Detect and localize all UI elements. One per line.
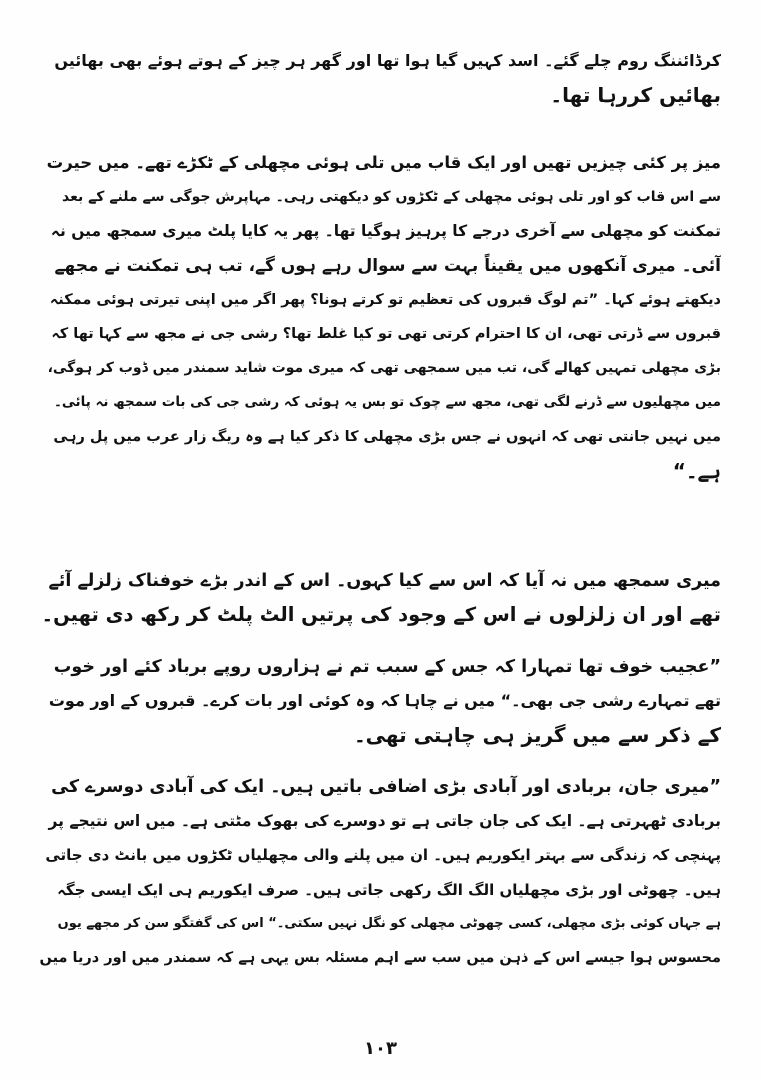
text-line: کے ذکر سے میں گریز ہی چاہتی تھی۔ [353, 723, 721, 748]
paragraph-2 [40, 146, 721, 488]
text-line: ”عجیب خوف تھا تمہارا کہ جس کے سبب تم نے ہزاروں روپے برباد کئے اور خوب [53, 657, 721, 677]
paragraph-1 [40, 44, 721, 112]
text-line: پہنچی کہ زندگی سے بہتر ایکوریم ہیں۔ ان میں پلنے والی مچھلیاں ٹکڑوں میں بانٹ دی جاتی [45, 846, 721, 865]
text-line: میری سمجھ میں نہ آیا کہ اس سے کیا کہوں۔ اس کے اندر بڑے خوفناک زلزلے آئے [48, 571, 721, 591]
text-line: تمکنت کو مچھلی سے آخری درجے کا پرہیز ہوگیا تھا۔ پھر یہ کایا پلٹ میری سمجھ میں نہ [50, 222, 721, 241]
text-line: قبروں سے ڈرتی تھی، ان کا احترام کرتی تھی تو کیا غلط تھا؟ رشی جی نے مجھ سے کہا تھا کہ [51, 326, 721, 343]
text-line: آئی۔ میری آنکھوں میں یقیناً بہت سے سوال رہے ہوں گے، تب ہی تمکنت نے مجھے [54, 255, 721, 276]
text-line: میز پر کئی چیزیں تھیں اور ایک قاب میں تلی ہوئی مچھلی کے ٹکڑے تھے۔ میں حیرت [46, 153, 721, 172]
text-line: تھے اور ان زلزلوں نے اس کے وجود کی پرتیں الٹ پلٹ کر رکھ دی تھیں۔ [41, 603, 721, 627]
page-number: ۱۰۳ [364, 1038, 397, 1059]
text-line: سے اس قاب کو اور تلی ہوئی مچھلی کے ٹکڑوں کو دیکھتی رہی۔ مہاپرش جوگی سے ملنے کے بعد [61, 189, 721, 206]
text-line: ہیں۔ چھوٹی اور بڑی مچھلیاں الگ الگ رکھی جاتی ہیں۔ صرف ایکوریم ہی ایک ایسی جگہ [57, 880, 721, 899]
paragraph-3 [40, 564, 721, 632]
text-line: تھے تمہارے رشی جی بھی۔“ میں نے چاہا کہ وہ کوئی اور بات کرے۔ قبروں کے اور موت [48, 691, 721, 711]
text-line: بڑی مچھلی تمہیں کھالے گی، تب میں سمجھی تھی کہ میری موت شاید سمندر میں ڈوب کر ہوگی، [47, 360, 721, 377]
text-line: بھائیں کررہا تھا۔ [550, 83, 721, 108]
paragraph-4 [40, 650, 721, 753]
text-line: دیکھتے ہوئے کہا۔ ”تم لوگ قبروں کی تعظیم تو کرتے ہونا؟ پھر اگر میں اپنی تیرتی ہوئی ممکنہ [49, 291, 721, 308]
text-line: ”میری جان، بربادی اور آبادی بڑی اضافی باتیں ہیں۔ ایک کی آبادی دوسرے کی [51, 777, 721, 797]
text-line: کرڈائننگ روم چلے گئے۔ اسد کہیں گیا ہوا تھا اور گھر ہر چیز کے ہوتے ہوئے بھی بھائیں [54, 51, 721, 70]
text-line: ہے جہاں کوئی بڑی مچھلی، کسی چھوٹی مچھلی کو نگل نہیں سکتی۔“ اس کی گفتگو سن کر مجھے یوں [57, 915, 721, 931]
text-line: بربادی ٹھہرتی ہے۔ ایک کی جان جاتی ہے تو دوسرے کی بھوک مٹتی ہے۔ میں اس نتیجے پر [48, 812, 721, 831]
text-line: ہے۔“ [672, 458, 721, 483]
paragraph-5 [40, 770, 721, 975]
text-line: میں نہیں جانتی تھی کہ انہوں نے جس بڑی مچھلی کا ذکر کیا ہے وہ ریگ زار عرب میں پل رہی [53, 428, 721, 445]
text-line: میں مچھلیوں سے ڈرنے لگی تھی، مجھ سے چوک تو بس یہ ہوئی کہ رشی جی کی بات سمجھ نہ پائی۔ [53, 394, 721, 411]
text-line: محسوس ہوا جیسے اس کے ذہن میں سب سے اہم مسئلہ بس یہی ہے کہ سمندر میں اور دریا میں [40, 950, 721, 967]
